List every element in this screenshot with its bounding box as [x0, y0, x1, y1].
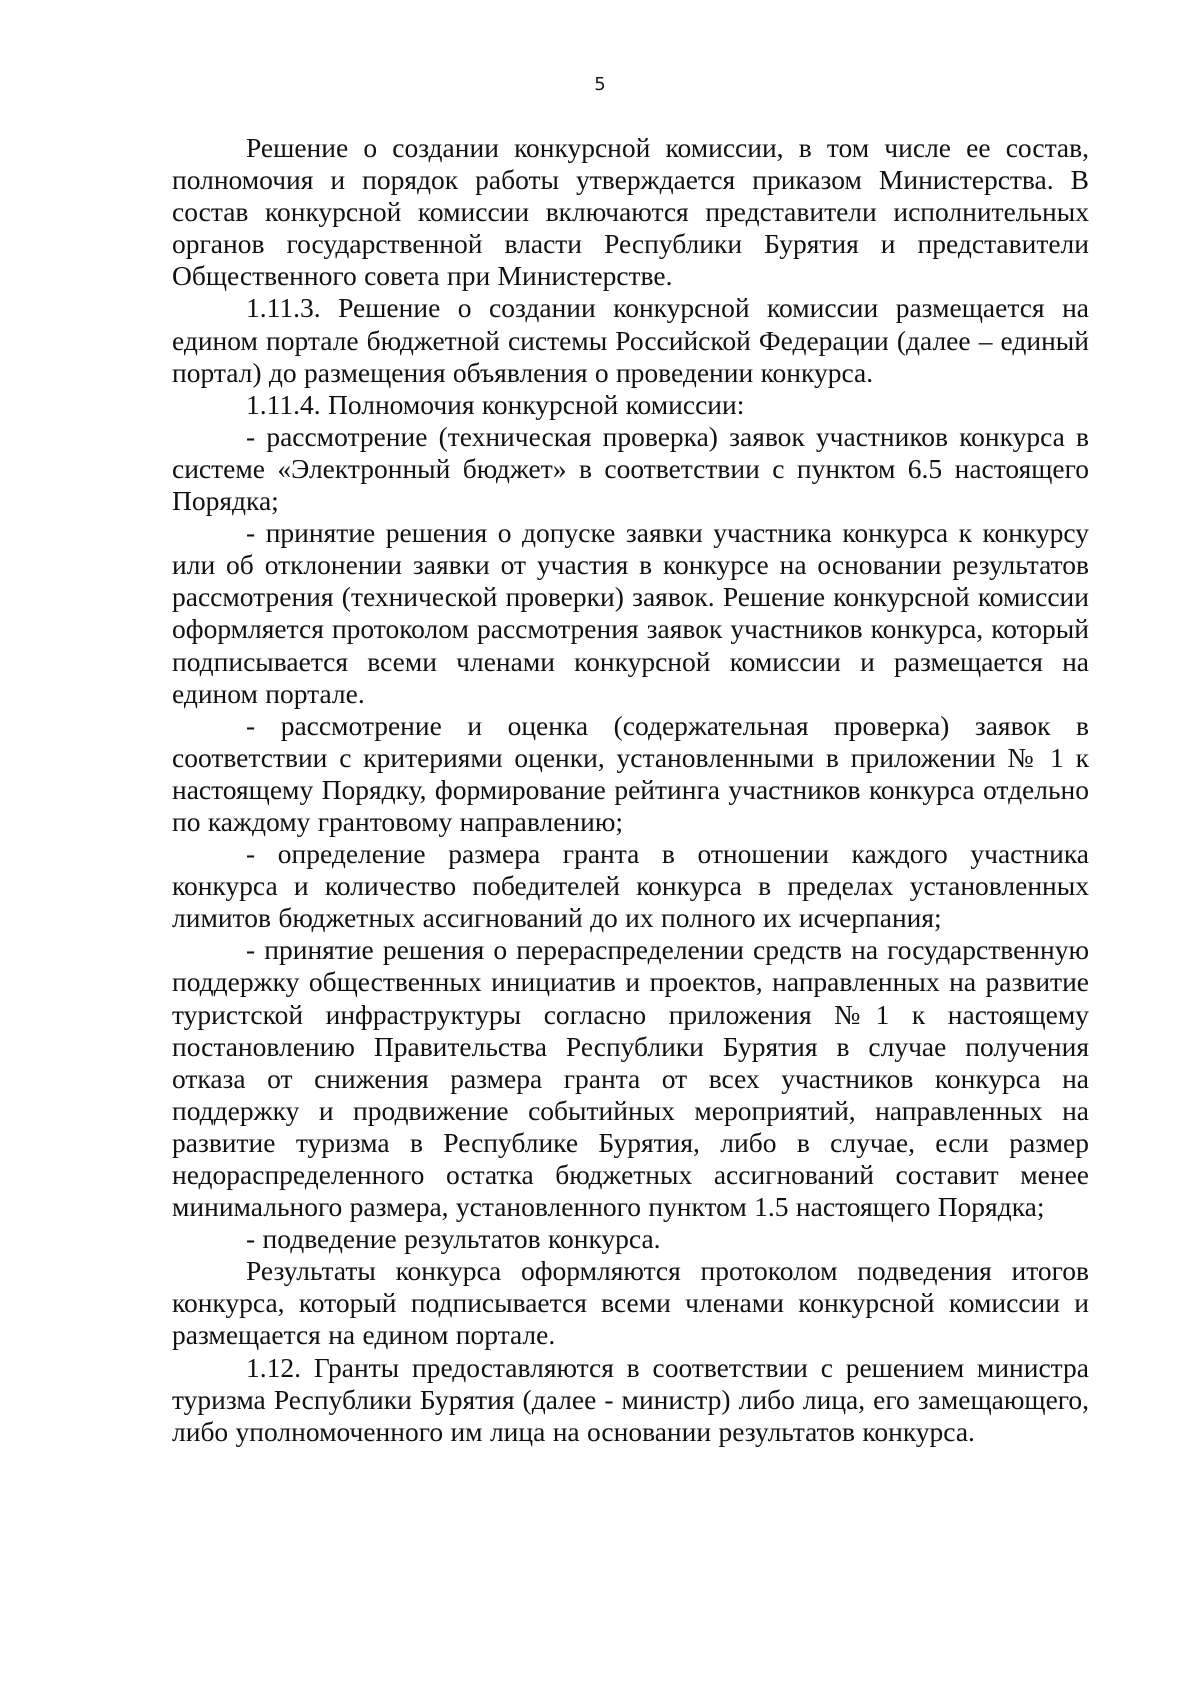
page-number: 5	[594, 74, 606, 95]
paragraph-commission-composition: Решение о создании конкурсной комиссии, в том числе ее состав, полномочия и порядок работы утверждается приказом Министерства. В состав конкурсной комиссии включаются представители исполнительных органов государственной власти Республики Бурятия и представители Общественного совета при Министерстве.	[172, 132, 1089, 292]
list-item-grant-size: - определение размера гранта в отношении каждого участника конкурса и количество победителей конкурса в пределах установленных лимитов бюджетных ассигнований до их полного их исчерпания;	[172, 838, 1089, 934]
list-item-evaluation: - рассмотрение и оценка (содержательная проверка) заявок в соответствии с критериями оценки, установленными в приложении № 1 к настоящему Порядку, формирование рейтинга участников конкурса отдельно по каждому грантовому направлению;	[172, 709, 1089, 837]
list-item-admission-decision: - принятие решения о допуске заявки участника конкурса к конкурсу или об отклонении заявки от участия в конкурсе на основании результатов рассмотрения (технической проверки) заявок. Решение конкурсной комиссии оформляется протоколом рассмотрения заявок участников конкурса, который подписывается всеми членами конкурсной комиссии и размещается на едином портале.	[172, 517, 1089, 709]
paragraph-1-11-3: 1.11.3. Решение о создании конкурсной комиссии размещается на едином портале бюджетной системы Российской Федерации (далее – единый портал) до размещения объявления о проведении конкурса.	[172, 292, 1089, 388]
paragraph-1-12: 1.12. Гранты предоставляются в соответствии с решением министра туризма Республики Бурятия (далее - министр) либо лица, его замещающего, либо уполномоченного им лица на основании результатов конкурса.	[172, 1351, 1089, 1447]
paragraph-results-protocol: Результаты конкурса оформляются протоколом подведения итогов конкурса, который подписывается всеми членами конкурсной комиссии и размещается на едином портале.	[172, 1255, 1089, 1351]
list-item-results: - подведение результатов конкурса.	[246, 1223, 661, 1255]
paragraph-1-11-4: 1.11.4. Полномочия конкурсной комиссии:	[246, 388, 745, 420]
list-item-technical-review: - рассмотрение (техническая проверка) заявок участников конкурса в системе «Электронный бюджет» в соответствии с пунктом 6.5 настоящего Порядка;	[172, 420, 1089, 517]
document-body	[172, 132, 1089, 1448]
list-item-redistribution: - принятие решения о перераспределении средств на государственную поддержку общественных инициатив и проектов, направленных на развитие туристской инфраструктуры согласно приложения №1 к настоящему постановлению Правительства Республики Бурятия в случае получения отказа от снижения размера гранта от всех участников конкурса на поддержку и продвижение событийных мероприятий, направленных на развитие туризма в Республике Бурятия, либо в случае, если размер недораспределенного остатка бюджетных ассигнований составит менее минимального размера, установленного пунктом 1.5 настоящего Порядка;	[172, 934, 1089, 1223]
